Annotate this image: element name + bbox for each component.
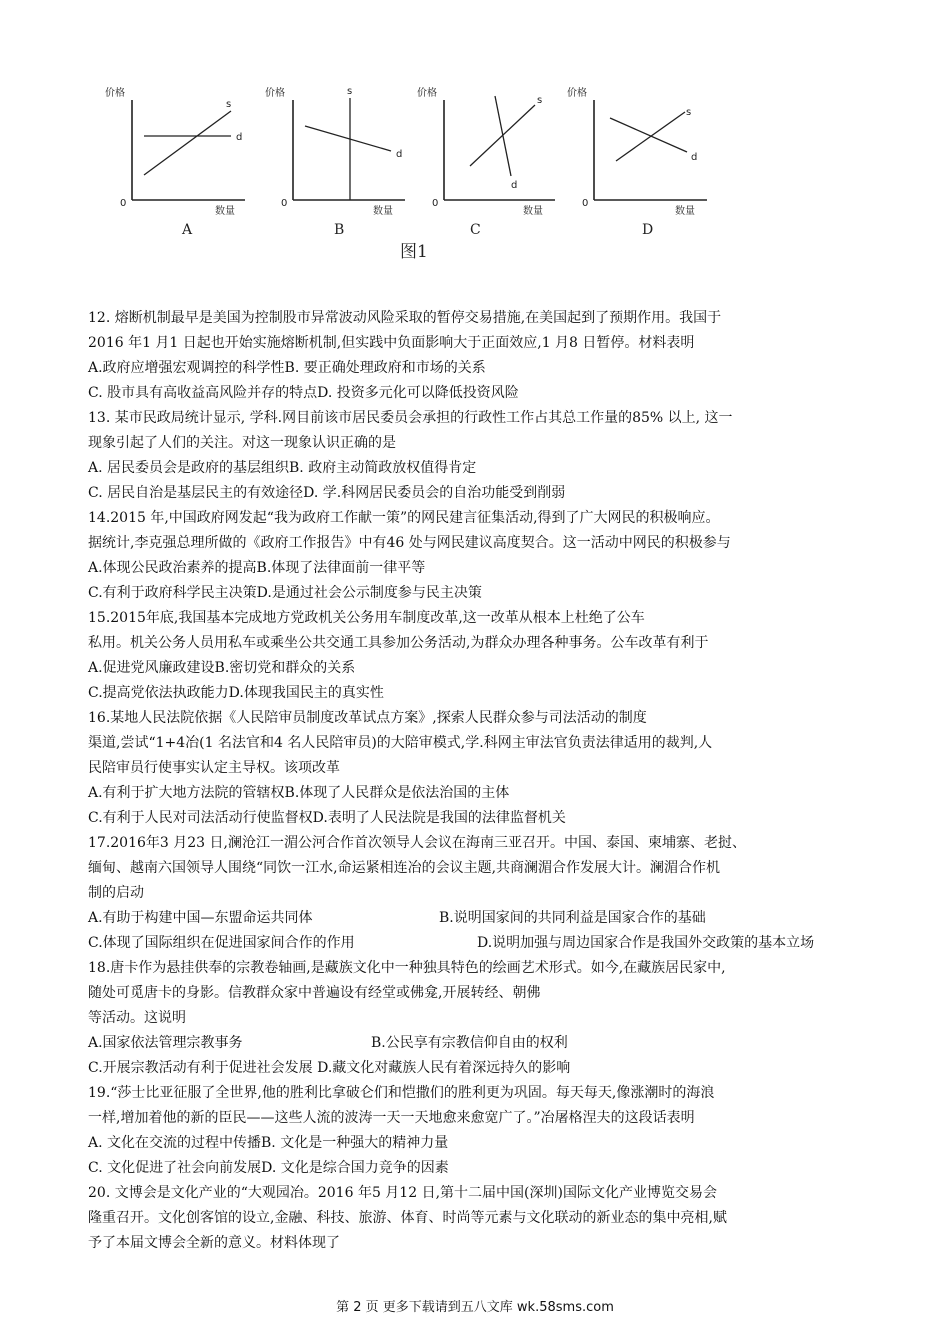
panel-label: B bbox=[334, 222, 345, 238]
question-text bbox=[88, 306, 878, 1256]
options-row bbox=[88, 906, 878, 931]
text-line: 私用。机关公务人员用私车或乘坐公共交通工具参加公务活动,为群众办理各种事务。公车改革有利于 bbox=[88, 635, 709, 651]
text-line: C. 居民自治是基层民主的有效途径D. 学.科网居民委员会的自治功能受到削弱 bbox=[88, 485, 566, 501]
quantity-axis-label: 数量 bbox=[523, 206, 543, 217]
panel-label: D bbox=[642, 222, 654, 238]
text-line: 18.唐卡作为悬挂供奉的宗教卷轴画,是藏族文化中一种独具特色的绘画艺术形式。如今,在藏族居民家中, bbox=[88, 960, 726, 976]
origin-label: 0 bbox=[582, 198, 589, 209]
text-line: 2016 年1 月1 日起也开始实施熔断机制,但实践中负面影响大于正面效应,1 月8 日暂停。材料表明 bbox=[88, 335, 695, 351]
panel-label: A bbox=[182, 222, 193, 238]
demand-curve bbox=[305, 126, 391, 151]
origin-label: 0 bbox=[120, 198, 127, 209]
text-line: 17.2016年3 月23 日,澜沧江一湄公河合作首次领导人会议在海南三亚召开。中国、泰国、柬埔寨、老挝、 bbox=[88, 835, 746, 851]
panel-b bbox=[265, 86, 405, 238]
supply-label: s bbox=[347, 86, 353, 97]
text-line: 隆重召开。文化创客馆的设立,金融、科技、旅游、体育、时尚等元素与文化联动的新业态的集中亮相,赋 bbox=[88, 1210, 727, 1226]
demand-label: d bbox=[511, 180, 518, 191]
text-line: 据统计,李克强总理所做的《政府工作报告》中有46 处与网民建议高度契合。这一活动中网民的积极参与 bbox=[88, 535, 731, 551]
text-line: 13. 某市民政局统计显示, 学科.网目前该市居民委员会承担的行政性工作占其总工作量的85% 以上, 这一 bbox=[88, 410, 733, 426]
text-line: 等活动。这说明 bbox=[88, 1010, 186, 1026]
price-axis-label: 价格 bbox=[105, 88, 125, 99]
panel-label: C bbox=[470, 222, 481, 238]
text-line: 14.2015 年,中国政府网发起“我为政府工作献一策”的网民建言征集活动,得到了广大网民的积极响应。 bbox=[88, 510, 720, 526]
text-line: A.促进党风廉政建设B.密切党和群众的关系 bbox=[88, 660, 356, 676]
text-line: C.有利于人民对司法活动行使监督权D.表明了人民法院是我国的法律监督机关 bbox=[88, 810, 566, 826]
text-line: 现象引起了人们的关注。对这一现象认识正确的是 bbox=[88, 435, 396, 451]
text-line: 予了本届文博会全新的意义。材料体现了 bbox=[88, 1235, 340, 1251]
text-line: 16.某地人民法院依据《人民陪审员制度改革试点方案》,探索人民群众参与司法活动的制度 bbox=[88, 710, 647, 726]
options-row bbox=[88, 1031, 878, 1056]
panel-c bbox=[417, 86, 555, 238]
option-b: B.说明国家间的共同利益是国家合作的基础 bbox=[439, 910, 706, 926]
option-c: C.体现了国际组织在促进国家间合作的作用 bbox=[88, 935, 355, 951]
option-a: A.有助于构建中国—东盟命运共同体 bbox=[88, 910, 313, 926]
text-line: 19.“莎士比亚征服了全世界,他的胜利比拿破仑们和恺撒们的胜利更为巩固。每天每天,像涨潮时的海浪 bbox=[88, 1085, 715, 1101]
text-line: A.体现公民政治素养的提高B.体现了法律面前一律平等 bbox=[88, 560, 426, 576]
quantity-axis-label: 数量 bbox=[373, 206, 393, 217]
text-line: C.有利于政府科学民主决策D.是通过社会公示制度参与民主决策 bbox=[88, 585, 482, 601]
origin-label: 0 bbox=[281, 198, 288, 209]
text-line: C. 文化促进了社会向前发展D. 文化是综合国力竞争的因素 bbox=[88, 1160, 449, 1176]
panel-a bbox=[105, 86, 245, 238]
supply-label: s bbox=[226, 99, 232, 110]
supply-label: s bbox=[537, 95, 543, 106]
figure-svg bbox=[95, 78, 735, 278]
text-line: 民陪审员行使事实认定主导权。该项改革 bbox=[88, 760, 340, 776]
text-line: A. 文化在交流的过程中传播B. 文化是一种强大的精神力量 bbox=[88, 1135, 449, 1151]
text-line: 渠道,尝试“1+4冶(1 名法官和4 名人民陪审员)的大陪审模式,学.科网主审法官负责法律适用的裁判,人 bbox=[88, 735, 713, 751]
text-line: A. 居民委员会是政府的基层组织B. 政府主动简政放权值得肯定 bbox=[88, 460, 477, 476]
supply-curve bbox=[144, 111, 231, 175]
quantity-axis-label: 数量 bbox=[215, 206, 235, 217]
page-footer: 第 2 页 更多下载请到五八文库 wk.58sms.com bbox=[336, 1300, 614, 1315]
quantity-axis-label: 数量 bbox=[675, 206, 695, 217]
text-line: C.提高党依法执政能力D.体现我国民主的真实性 bbox=[88, 685, 384, 701]
demand-curve bbox=[610, 118, 687, 152]
price-axis-label: 价格 bbox=[567, 88, 587, 99]
supply-label: s bbox=[686, 107, 692, 118]
price-axis-label: 价格 bbox=[265, 88, 285, 99]
text-line: C.开展宗教活动有利于促进社会发展 D.藏文化对藏族人民有着深远持久的影响 bbox=[88, 1060, 571, 1076]
text-line: 12. 熔断机制最早是美国为控制股市异常波动风险采取的暂停交易措施,在美国起到了预期作用。我国于 bbox=[88, 310, 722, 326]
figure-caption: 图1 bbox=[400, 242, 428, 262]
text-line: 随处可觅唐卡的身影。信教群众家中普遍设有经堂或佛龛,开展转经、朝佛 bbox=[88, 985, 541, 1001]
panel-d bbox=[567, 86, 707, 238]
text-line: 20. 文博会是文化产业的“大观园冶。2016 年5 月12 日,第十二届中国(深圳)国际文化产业博览交易会 bbox=[88, 1185, 717, 1201]
demand-label: d bbox=[691, 152, 698, 163]
demand-label: d bbox=[236, 132, 243, 143]
demand-curve bbox=[495, 96, 511, 176]
options-row bbox=[88, 931, 878, 956]
text-line: A.政府应增强宏观调控的科学性B. 要正确处理政府和市场的关系 bbox=[88, 360, 486, 376]
text-line: 缅甸、越南六国领导人围绕“同饮一江水,命运紧相连冶的会议主题,共商澜湄合作发展大计。澜湄合作机 bbox=[88, 860, 721, 876]
option-b: B.公民享有宗教信仰自由的权利 bbox=[371, 1035, 568, 1051]
text-line: 制的启动 bbox=[88, 885, 144, 901]
option-d: D.说明加强与周边国家合作是我国外交政策的基本立场 bbox=[477, 935, 815, 951]
option-a: A.国家依法管理宗教事务 bbox=[88, 1035, 243, 1051]
text-line: 一样,增加着他的新的臣民——这些人流的波涛一天一天地愈来愈宽广了。”冶屠格涅夫的这段话表明 bbox=[88, 1110, 695, 1126]
supply-demand-figure bbox=[95, 78, 735, 278]
text-line: 15.2015年底,我国基本完成地方党政机关公务用车制度改革,这一改革从根本上杜绝了公车 bbox=[88, 610, 645, 626]
demand-label: d bbox=[396, 149, 403, 160]
text-line: A.有利于扩大地方法院的管辖权B.体现了人民群众是依法治国的主体 bbox=[88, 785, 510, 801]
origin-label: 0 bbox=[432, 198, 439, 209]
price-axis-label: 价格 bbox=[417, 88, 437, 99]
text-line: C. 股市具有高收益高风险并存的特点D. 投资多元化可以降低投资风险 bbox=[88, 385, 519, 401]
